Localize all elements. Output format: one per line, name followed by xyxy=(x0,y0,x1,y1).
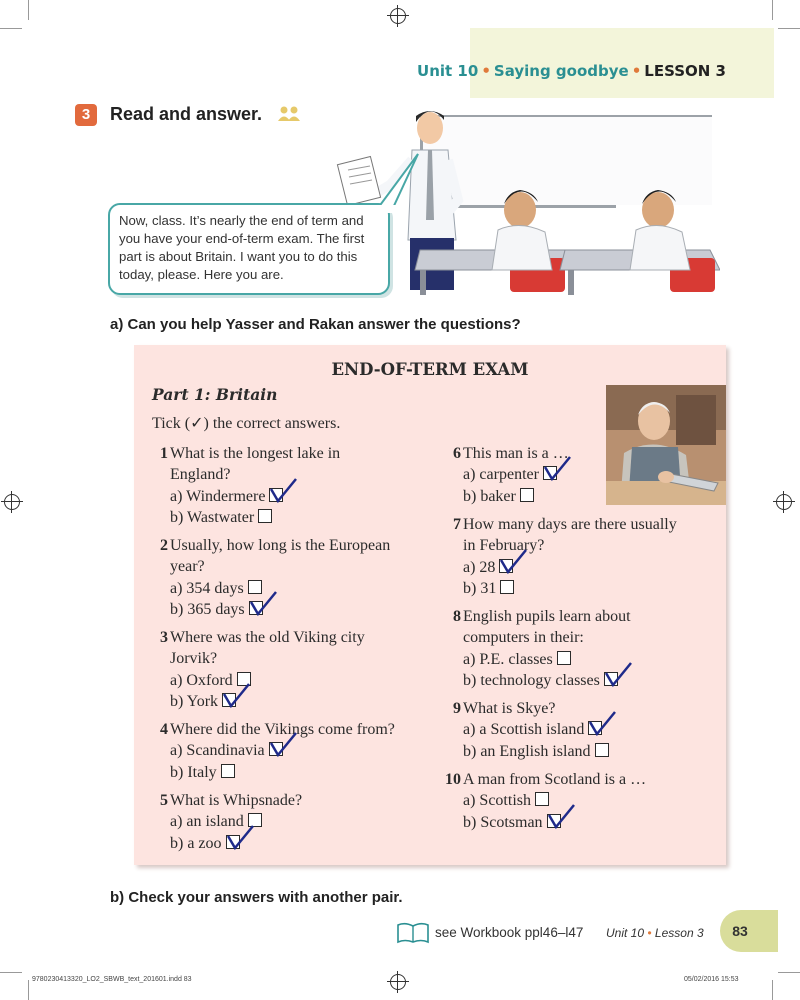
tick-mark xyxy=(221,682,251,708)
answer-option[interactable]: a) Scandinavia xyxy=(170,740,395,761)
question-a: a) Can you help Yasser and Rakan answer the questions? xyxy=(110,316,521,333)
question-b: b) Check your answers with another pair. xyxy=(110,889,403,906)
answer-option[interactable]: b) York xyxy=(170,691,365,712)
registration-mark-top xyxy=(390,8,406,24)
question-6: 6 This man is a … a) carpenter b) baker xyxy=(445,443,569,507)
tick-mark xyxy=(268,731,298,757)
exam-instruction: Tick (✓) the correct answers. xyxy=(152,415,341,432)
tick-box-checked[interactable] xyxy=(547,814,561,828)
tick-box-checked[interactable] xyxy=(604,672,618,686)
question-8: 8 English pupils learn about computers in their: a) P.E. classes b) technology classes xyxy=(437,606,631,691)
answer-option[interactable]: a) Scottish xyxy=(463,790,646,811)
tick-box[interactable] xyxy=(557,651,571,665)
exercise-title: Read and answer. xyxy=(110,104,263,124)
tick-mark xyxy=(603,661,633,687)
footer-unit-lesson: Unit 10 • Lesson 3 xyxy=(606,926,704,940)
answer-option[interactable]: a) carpenter xyxy=(463,464,569,485)
answer-option[interactable]: b) baker xyxy=(463,486,569,507)
tick-box[interactable] xyxy=(258,509,272,523)
tick-box-checked[interactable] xyxy=(499,559,513,573)
answer-option[interactable]: a) a Scottish island xyxy=(463,719,609,740)
answer-option[interactable]: b) Italy xyxy=(170,762,395,783)
workbook-icon xyxy=(396,922,430,944)
carpenter-photo xyxy=(606,385,726,505)
exam-part-title: Part 1: Britain xyxy=(152,385,278,404)
tick-mark xyxy=(248,590,278,616)
answer-option[interactable]: a) an island xyxy=(170,811,302,832)
tick-box-checked[interactable] xyxy=(226,835,240,849)
page-number: 83 xyxy=(732,923,748,939)
tick-box-checked[interactable] xyxy=(222,693,236,707)
answer-option[interactable]: b) Scotsman xyxy=(463,812,646,833)
answer-option[interactable]: b) a zoo xyxy=(170,833,302,854)
tick-mark xyxy=(498,548,528,574)
unit-label: Unit 10 xyxy=(417,62,479,80)
answer-option[interactable]: a) 354 days xyxy=(170,578,390,599)
print-slug-date: 05/02/2016 15:53 xyxy=(684,976,739,983)
unit-title: Saying goodbye xyxy=(493,62,629,80)
print-slug-file: 9780230413320_LO2_SBWB_text_201601.indd 83 xyxy=(32,976,192,983)
workbook-reference: see Workbook ppl46–l47 xyxy=(435,925,584,940)
exam-title: END-OF-TERM EXAM xyxy=(331,360,529,379)
exam-card xyxy=(134,345,726,865)
tick-mark xyxy=(587,710,617,736)
answer-option[interactable]: b) an English island xyxy=(463,741,609,762)
answer-option[interactable]: b) 365 days xyxy=(170,599,390,620)
question-4: 4 Where did the Vikings come from? a) Scandinavia b) Italy xyxy=(152,719,395,783)
answer-option[interactable]: a) Oxford xyxy=(170,670,365,691)
answer-option[interactable]: b) Wastwater xyxy=(170,507,340,528)
tick-box-checked[interactable] xyxy=(543,466,557,480)
registration-mark-bottom xyxy=(390,974,406,990)
question-10: 10 A man from Scotland is a … a) Scottish b) Scotsman xyxy=(437,769,646,833)
answer-option[interactable]: a) P.E. classes xyxy=(463,649,631,670)
question-5: 5 What is Whipsnade? a) an island b) a zoo xyxy=(152,790,302,854)
registration-mark-left xyxy=(4,494,20,510)
tick-box-checked[interactable] xyxy=(269,742,283,756)
tick-box-checked[interactable] xyxy=(588,721,602,735)
lesson-label: LESSON 3 xyxy=(644,62,726,80)
question-7: 7 How many days are there usually in February? a) 28 b) 31 xyxy=(437,514,677,599)
pair-work-icon xyxy=(277,106,303,122)
tick-mark xyxy=(546,803,576,829)
answer-option[interactable]: b) technology classes xyxy=(463,670,631,691)
question-9: 9 What is Skye? a) a Scottish island b) an English island xyxy=(437,698,609,762)
tick-box[interactable] xyxy=(520,488,534,502)
exercise-number: 3 xyxy=(75,104,97,126)
question-1: 1 What is the longest lake in England? a) Windermere b) Wastwater xyxy=(152,443,340,528)
registration-mark-right xyxy=(776,494,792,510)
tick-mark xyxy=(268,477,298,503)
tick-box-checked[interactable] xyxy=(249,601,263,615)
unit-header: Unit 10 • Saying goodbye • LESSON 3 xyxy=(417,62,726,80)
answer-option[interactable]: b) 31 xyxy=(463,578,677,599)
tick-box[interactable] xyxy=(595,743,609,757)
tick-mark xyxy=(542,455,572,481)
speech-bubble-text: Now, class. It’s nearly the end of term and you have your end-of-term exam. The first part is about Britain. I want you to do this today, please. Here you are. xyxy=(119,213,365,282)
question-2: 2 Usually, how long is the European year? a) 354 days b) 365 days xyxy=(152,535,390,620)
tick-box-checked[interactable] xyxy=(269,488,283,502)
question-3: 3 Where was the old Viking city Jorvik? a) Oxford b) York xyxy=(152,627,365,712)
answer-option[interactable]: a) Windermere xyxy=(170,486,340,507)
tick-mark xyxy=(225,824,255,850)
answer-option[interactable]: a) 28 xyxy=(463,557,677,578)
tick-box[interactable] xyxy=(221,764,235,778)
tick-box[interactable] xyxy=(500,580,514,594)
speech-bubble-tail xyxy=(370,150,430,220)
